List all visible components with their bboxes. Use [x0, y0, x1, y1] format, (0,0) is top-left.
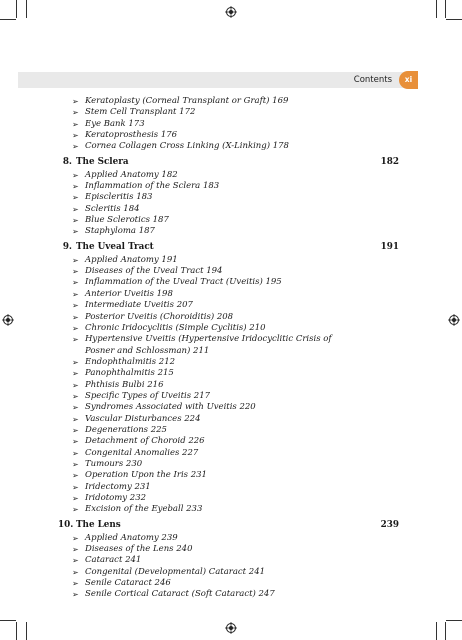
- toc-entry: [58, 346, 403, 357]
- toc-entry-text: Excision of the Eyeball 233: [85, 504, 203, 515]
- arrow-bullet-icon: ➢: [72, 289, 79, 299]
- toc-entry-text: Intermediate Uveitis 207: [85, 300, 193, 311]
- toc-entry-text: Eye Bank 173: [85, 118, 145, 129]
- toc-entry-text: Posner and Schlossman) 211: [85, 345, 210, 356]
- crop-mark: [436, 0, 437, 18]
- arrow-bullet-icon: ➢: [72, 182, 79, 192]
- toc-entry: [58, 448, 403, 459]
- toc-entry: [58, 323, 403, 334]
- toc-entry: [58, 555, 403, 566]
- toc-entry-text: Inflammation of the Uveal Tract (Uveitis) 195: [85, 277, 282, 288]
- arrow-bullet-icon: ➢: [72, 505, 79, 515]
- toc-entry-text: Iridotomy 232: [85, 493, 147, 503]
- toc-entry-text: Scleritis 184: [85, 203, 140, 214]
- toc-entry: [58, 277, 403, 288]
- arrow-bullet-icon: ➢: [72, 414, 79, 424]
- toc-entry-text: Diseases of the Lens 240: [85, 544, 193, 555]
- chapter-number: 9.: [62, 241, 72, 252]
- crop-mark: [445, 622, 446, 640]
- toc-entry: [58, 470, 403, 481]
- toc-entry-text: Inflammation of the Sclera 183: [85, 181, 220, 192]
- toc-entry-text: Vascular Disturbances 224: [85, 413, 201, 424]
- toc-entry: [58, 589, 403, 600]
- arrow-bullet-icon: ➢: [72, 494, 79, 503]
- toc-entry-text: Specific Types of Uveitis 217: [85, 390, 211, 401]
- toc-entry: [58, 578, 403, 589]
- chapter-heading: [58, 518, 403, 533]
- toc-entry: [58, 380, 403, 391]
- arrow-bullet-icon: ➢: [72, 425, 79, 435]
- crop-mark: [16, 0, 17, 18]
- toc-entry: [58, 289, 403, 300]
- toc-entry: [58, 533, 403, 544]
- arrow-bullet-icon: ➢: [72, 533, 79, 543]
- chapter-heading: [58, 155, 403, 170]
- arrow-bullet-icon: ➢: [72, 216, 79, 226]
- toc-entry-text: Degenerations 225: [85, 424, 167, 435]
- toc-entry: [58, 215, 403, 226]
- chapter-heading: [58, 240, 403, 255]
- arrow-bullet-icon: ➢: [72, 204, 79, 214]
- arrow-bullet-icon: ➢: [72, 471, 79, 481]
- toc-entry-text: Staphyloma 187: [85, 226, 155, 237]
- arrow-bullet-icon: ➢: [72, 448, 79, 458]
- toc-entry: [58, 334, 403, 345]
- arrow-bullet-icon: ➢: [72, 108, 79, 118]
- toc-entry: [58, 141, 403, 152]
- arrow-bullet-icon: ➢: [72, 437, 79, 447]
- toc-entry: [58, 459, 403, 470]
- toc-entry-text: Operation Upon the Iris 231: [85, 470, 207, 481]
- toc-entry: [58, 482, 403, 493]
- arrow-bullet-icon: ➢: [72, 579, 79, 589]
- arrow-bullet-icon: ➢: [72, 380, 79, 390]
- crop-mark: [445, 0, 446, 18]
- arrow-bullet-icon: ➢: [72, 567, 79, 577]
- toc-entry: [58, 493, 403, 504]
- arrow-bullet-icon: ➢: [72, 267, 79, 277]
- toc-entry-text: Chronic Iridocyclitis (Simple Cyclitis) 210: [85, 322, 266, 333]
- toc-entry: [58, 425, 403, 436]
- table-of-contents: [58, 96, 403, 601]
- arrow-bullet-icon: ➢: [72, 357, 79, 367]
- crop-mark: [26, 0, 27, 18]
- arrow-bullet-icon: ➢: [72, 556, 79, 566]
- chapter-title: The Lens: [76, 519, 121, 530]
- arrow-bullet-icon: ➢: [72, 301, 79, 311]
- toc-entry-text: Hypertensive Uveitis (Hypertensive Iridocyclitic Crisis of: [85, 334, 332, 345]
- toc-entry: [58, 436, 403, 447]
- toc-entry: [58, 567, 403, 578]
- toc-entry: [58, 368, 403, 379]
- toc-entry: [58, 181, 403, 192]
- toc-entry-text: Detachment of Choroid 226: [85, 436, 205, 447]
- toc-entry: [58, 312, 403, 323]
- toc-entry: [58, 107, 403, 118]
- arrow-bullet-icon: ➢: [72, 391, 79, 401]
- arrow-bullet-icon: ➢: [72, 97, 79, 106]
- arrow-bullet-icon: ➢: [72, 255, 79, 265]
- running-header: Contents: [353, 75, 392, 85]
- toc-entry-text: Keratoprosthesis 176: [85, 130, 178, 141]
- chapter-number: 8.: [62, 156, 72, 167]
- toc-entry-text: Anterior Uveitis 198: [85, 288, 173, 299]
- arrow-bullet-icon: ➢: [72, 545, 79, 555]
- crop-mark: [0, 19, 16, 20]
- toc-entry: [58, 300, 403, 311]
- crop-mark: [26, 622, 27, 640]
- toc-entry-text: Cornea Collagen Cross Linking (X-Linking) 178: [85, 141, 289, 152]
- chapter-title: The Uveal Tract: [76, 241, 154, 252]
- arrow-bullet-icon: ➢: [72, 142, 79, 152]
- toc-entry-text: Endophthalmitis 212: [85, 356, 176, 367]
- chapter-number: 10.: [58, 519, 74, 530]
- toc-entry-text: Blue Sclerotics 187: [85, 215, 169, 226]
- page-number-badge: xi: [399, 71, 418, 89]
- toc-entry: [58, 170, 403, 181]
- toc-entry-text: Episcleritis 183: [85, 192, 153, 203]
- toc-entry-text: Applied Anatomy 191: [85, 254, 178, 265]
- registration-mark-icon: [2, 314, 14, 326]
- toc-entry: [58, 357, 403, 368]
- toc-entry-text: Panophthalmitis 215: [85, 368, 174, 379]
- toc-entry: [58, 402, 403, 413]
- toc-entry: [58, 130, 403, 141]
- arrow-bullet-icon: ➢: [72, 403, 79, 413]
- chapter-page-number: 191: [380, 241, 399, 252]
- chapter-title: The Sclera: [76, 156, 129, 167]
- toc-entry: [58, 96, 403, 107]
- crop-mark: [446, 19, 462, 20]
- toc-entry-text: Congenital (Developmental) Cataract 241: [85, 566, 266, 577]
- toc-entry-text: Congenital Anomalies 227: [85, 447, 199, 458]
- crop-mark: [0, 620, 16, 621]
- crop-mark: [446, 620, 462, 621]
- toc-entry: [58, 266, 403, 277]
- arrow-bullet-icon: ➢: [72, 590, 79, 600]
- toc-entry: [58, 192, 403, 203]
- arrow-bullet-icon: ➢: [72, 369, 79, 379]
- arrow-bullet-icon: ➢: [72, 131, 79, 141]
- toc-entry: [58, 226, 403, 237]
- toc-entry: [58, 544, 403, 555]
- toc-entry-text: Applied Anatomy 182: [85, 169, 178, 180]
- arrow-bullet-icon: ➢: [72, 335, 79, 345]
- chapter-page-number: 182: [380, 156, 399, 167]
- arrow-bullet-icon: ➢: [72, 312, 79, 322]
- arrow-bullet-icon: ➢: [72, 323, 79, 333]
- toc-entry: [58, 204, 403, 215]
- toc-entry: [58, 119, 403, 130]
- toc-entry-text: Keratoplasty (Corneal Transplant or Graft) 169: [85, 96, 289, 106]
- arrow-bullet-icon: ➢: [72, 482, 79, 492]
- toc-entry-text: Applied Anatomy 239: [85, 532, 178, 543]
- crop-mark: [436, 622, 437, 640]
- toc-entry-text: Phthisis Bulbi 216: [85, 379, 164, 390]
- arrow-bullet-icon: ➢: [72, 119, 79, 129]
- toc-entry: [58, 391, 403, 402]
- registration-mark-icon: [225, 622, 237, 634]
- toc-entry-text: Stem Cell Transplant 172: [85, 107, 196, 118]
- toc-entry-text: Diseases of the Uveal Tract 194: [85, 266, 223, 277]
- arrow-bullet-icon: ➢: [72, 459, 79, 469]
- toc-entry-text: Iridectomy 231: [85, 481, 151, 492]
- arrow-bullet-icon: ➢: [72, 227, 79, 237]
- toc-entry: [58, 255, 403, 266]
- arrow-bullet-icon: ➢: [72, 170, 79, 180]
- toc-entry: [58, 414, 403, 425]
- chapter-page-number: 239: [380, 519, 399, 530]
- toc-entry-text: Senile Cortical Cataract (Soft Cataract) 247: [85, 589, 275, 600]
- toc-entry-text: Posterior Uveitis (Choroiditis) 208: [85, 311, 234, 322]
- registration-mark-icon: [448, 314, 460, 326]
- toc-entry-text: Senile Cataract 246: [85, 578, 171, 589]
- toc-entry-text: Tumours 230: [85, 458, 143, 469]
- registration-mark-icon: [225, 6, 237, 18]
- crop-mark: [16, 622, 17, 640]
- toc-entry-text: Syndromes Associated with Uveitis 220: [85, 402, 256, 413]
- arrow-bullet-icon: ➢: [72, 193, 79, 203]
- arrow-bullet-icon: ➢: [72, 278, 79, 288]
- toc-entry: [58, 504, 403, 515]
- toc-entry-text: Cataract 241: [85, 555, 142, 566]
